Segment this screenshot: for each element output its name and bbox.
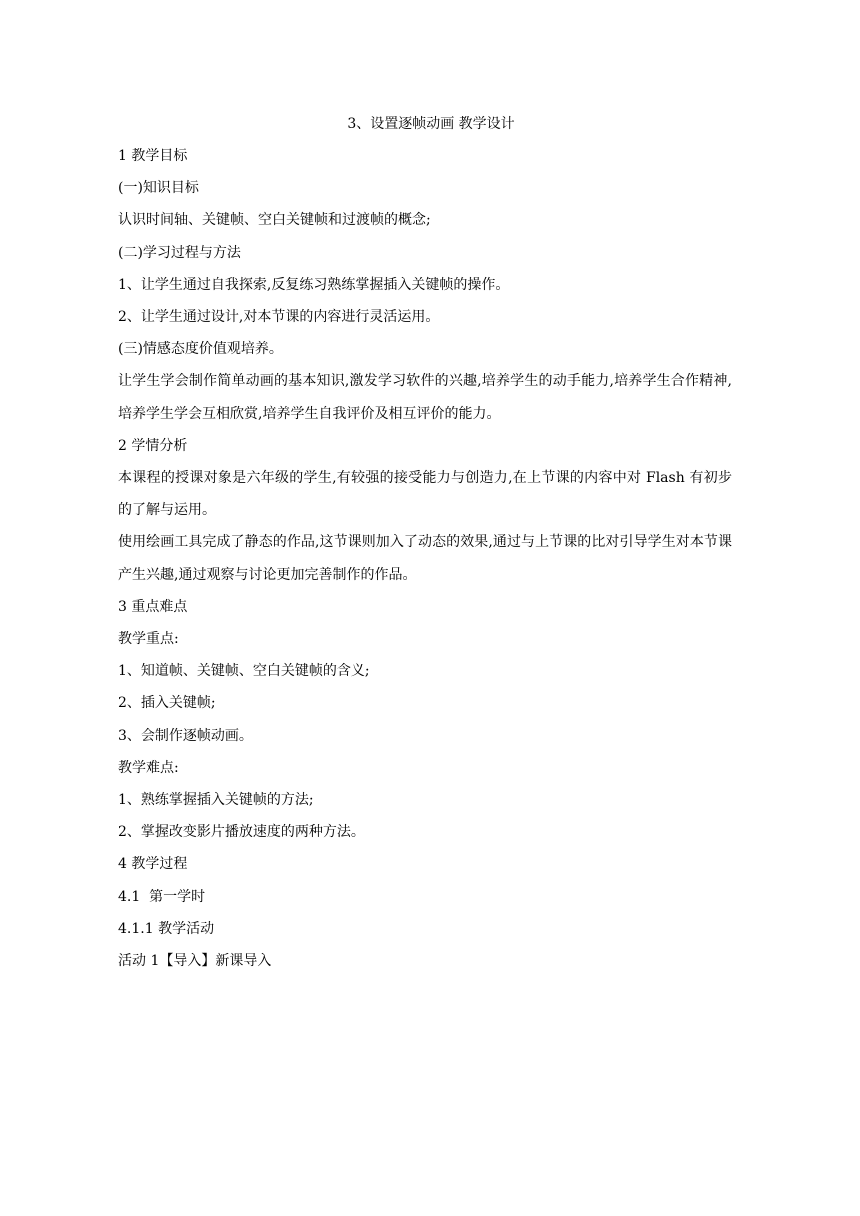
body-line: 2、掌握改变影片播放速度的两种方法。 <box>118 824 365 841</box>
body-line: 2、让学生通过设计,对本节课的内容进行灵活运用。 <box>118 309 440 326</box>
body-line: 1、让学生通过自我探索,反复练习熟练掌握插入关键帧的操作。 <box>118 276 510 293</box>
document-page <box>118 108 732 977</box>
body-paragraph: 本课程的授课对象是六年级的学生,有较强的接受能力与创造力,在上节课的内容中对 Flash 有初步的了解与运用。 <box>118 470 732 519</box>
body-paragraph: 让学生学会制作简单动画的基本知识,激发学习软件的兴趣,培养学生的动手能力,培养学生合作精神,培养学生学会互相欣赏,培养学生自我评价及相互评价的能力。 <box>118 373 732 422</box>
body-line: 1 教学目标 <box>118 148 188 164</box>
document-body <box>118 140 732 977</box>
body-line: 3、会制作逐帧动画。 <box>118 727 253 744</box>
body-line: 教学重点: <box>118 631 179 648</box>
body-paragraph: 使用绘画工具完成了静态的作品,这节课则加入了动态的效果,通过与上节课的比对引导学生对本节课产生兴趣,通过观察与讨论更加完善制作的作品。 <box>118 534 732 583</box>
body-line: 活动 1【导入】新课导入 <box>118 953 272 970</box>
body-line: 4 教学过程 <box>118 856 188 873</box>
body-line: 4.1.1 教学活动 <box>118 920 215 937</box>
body-line: 2 学情分析 <box>118 437 188 454</box>
body-line: (二)学习过程与方法 <box>118 244 241 261</box>
body-line: (三)情感态度价值观培养。 <box>118 341 283 358</box>
body-line: 2、插入关键帧; <box>118 695 216 712</box>
body-line: (一)知识目标 <box>118 180 199 197</box>
body-line: 4.1 第一学时 <box>118 888 206 905</box>
body-line: 教学难点: <box>118 759 179 776</box>
body-line: 认识时间轴、关键帧、空白关键帧和过渡帧的概念; <box>118 212 431 229</box>
body-line: 1、熟练掌握插入关键帧的方法; <box>118 792 314 809</box>
document-title: 3、设置逐帧动画 教学设计 <box>347 116 515 132</box>
body-line: 1、知道帧、关键帧、空白关键帧的含义; <box>118 663 370 680</box>
body-line: 3 重点难点 <box>118 598 188 615</box>
